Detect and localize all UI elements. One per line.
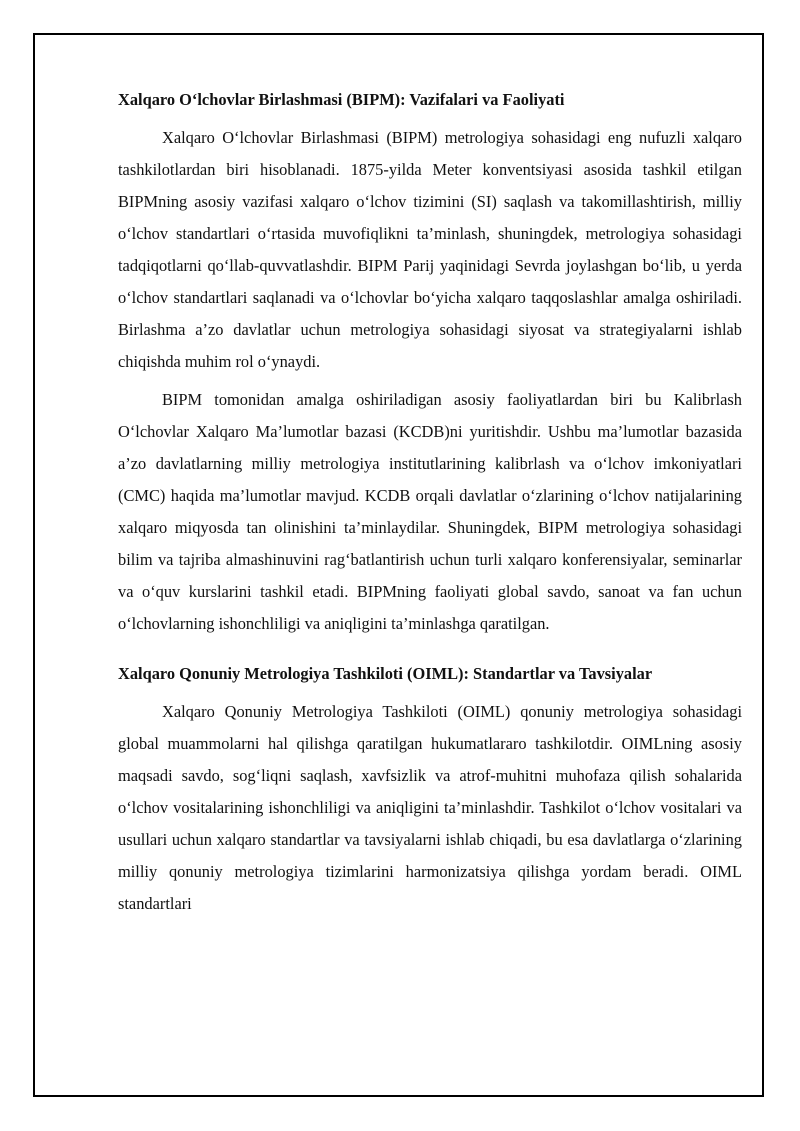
paragraph-bipm-1: Xalqaro O‘lchovlar Birlashmasi (BIPM) metrologiya sohasidagi eng nufuzli xalqaro tashkilotlardan biri hisoblanadi. 1875-yilda Meter konventsiyasi asosida tashkil etilgan BIPMning asosiy vazifasi xalqaro o‘lchov tizimini (SI) saqlash va takomillashtirish, milliy o‘lchov standartlari o‘rtasida muvofiqlikni ta’minlash, shuningdek, metrologiya sohasidagi tadqiqotlarni qo‘llab-quvvatlashdir. BIPM Parij yaqinidagi Sevrda joylashgan bo‘lib, u yerda o‘lchov standartlari saqlanadi va o‘lchovlar bo‘yicha xalqaro taqqoslashlar amalga oshiriladi. Birlashma a’zo davlatlar uchun metrologiya sohasidagi siyosat va strategiyalarni ishlab chiqishda muhim rol o‘ynaydi.	[118, 128, 742, 371]
document-body	[118, 84, 742, 920]
paragraph-bipm-2: BIPM tomonidan amalga oshiriladigan asosiy faoliyatlardan biri bu Kalibrlash O‘lchovlar Xalqaro Ma’lumotlar bazasi (KCDB)ni yuritishdir. Ushbu ma’lumotlar bazasida a’zo davlatlarning milliy metrologiya institutlarining kalibrlash va o‘lchov imkoniyatlari (CMC) haqida ma’lumotlar mavjud. KCDB orqali davlatlar o‘zlarining o‘lchov natijalarining xalqaro miqyosda tan olinishini ta’minlaydilar. Shuningdek, BIPM metrologiya sohasidagi bilim va tajriba almashinuvini rag‘batlantirish uchun turli xalqaro konferensiyalar, seminarlar va o‘quv kurslarini tashkil etadi. BIPMning faoliyati global savdo, sanoat va fan uchun o‘lchovlarning ishonchliligi va aniqligini ta’minlashga qaratilgan.	[118, 390, 742, 633]
paragraph-oiml-1: Xalqaro Qonuniy Metrologiya Tashkiloti (OIML) qonuniy metrologiya sohasidagi global muammolarni hal qilishga qaratilgan hukumatlararo tashkilotdir. OIMLning asosiy maqsadi savdo, sog‘liqni saqlash, xavfsizlik va atrof-muhitni muhofaza qilish sohalarida o‘lchov vositalarining ishonchliligi va aniqligini ta’minlashdir. Tashkilot o‘lchov vositalari va usullari uchun xalqaro standartlar va tavsiyalarni ishlab chiqadi, bu esa davlatlarga o‘zlarining milliy qonuniy metrologiya tizimlarini harmonizatsiya qilishga yordam beradi. OIML standartlari	[118, 702, 742, 913]
section-heading-bipm: Xalqaro O‘lchovlar Birlashmasi (BIPM): Vazifalari va Faoliyati	[118, 90, 565, 109]
section-heading-oiml: Xalqaro Qonuniy Metrologiya Tashkiloti (OIML): Standartlar va Tavsiyalar	[118, 664, 653, 683]
